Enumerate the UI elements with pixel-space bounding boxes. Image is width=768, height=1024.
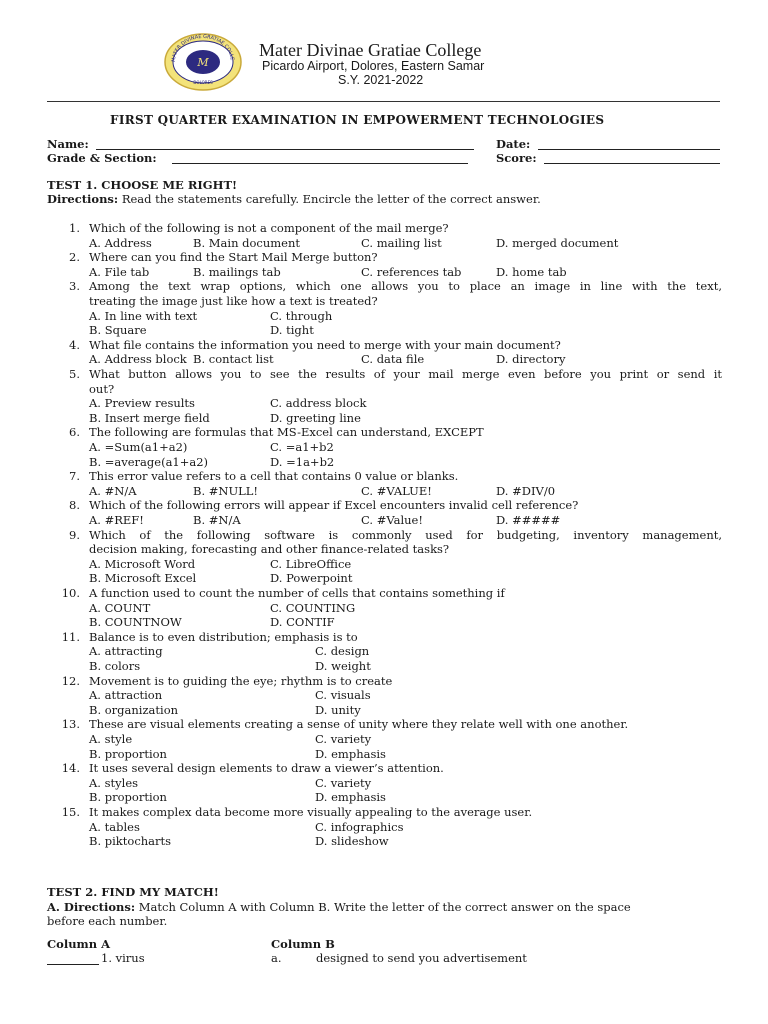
answer-option[interactable]: C. LibreOffice [270, 556, 352, 571]
date-field[interactable] [538, 149, 720, 150]
answer-option[interactable]: D. slideshow [315, 834, 389, 849]
name-label: Name: [47, 137, 89, 151]
answer-option[interactable]: C. design [315, 644, 370, 659]
question-number: 5. [69, 367, 80, 381]
question-text: Balance is to even distribution; emphasis is to [89, 629, 358, 644]
answer-option[interactable]: C. references tab [361, 264, 462, 279]
answer-option[interactable]: A. Address block [89, 352, 187, 367]
match-item-letter: a. [271, 951, 282, 965]
exam-title: FIRST QUARTER EXAMINATION IN EMPOWERMENT TECHNOLOGIES [110, 113, 605, 127]
answer-option[interactable]: A. In line with text [89, 308, 198, 323]
answer-option[interactable]: D. directory [496, 352, 566, 367]
question-text: Which of the following software is commonly used for budgeting, inventory management, [89, 527, 722, 542]
match-item-a: 1. virus [101, 951, 145, 965]
answer-option[interactable]: A. Preview results [89, 396, 195, 411]
question-number: 6. [69, 425, 80, 440]
answer-option[interactable]: C. mailing list [361, 235, 442, 250]
answer-option[interactable]: D. ##### [496, 513, 561, 527]
answer-option[interactable]: B. Square [89, 323, 147, 338]
header-divider [47, 101, 720, 102]
answer-option[interactable]: D. weight [315, 659, 371, 673]
question-text: Which of the following is not a component of the mail merge? [89, 221, 449, 235]
question-number: 3. [69, 279, 80, 294]
answer-option[interactable]: D. CONTIF [270, 615, 335, 630]
question-number: 7. [69, 469, 80, 484]
school-year: S.Y. 2021-2022 [338, 73, 424, 87]
answer-option[interactable]: B. Insert merge field [89, 410, 210, 425]
answer-option[interactable]: D. =1a+b2 [270, 454, 335, 469]
answer-option[interactable]: A. style [89, 732, 133, 746]
question-text: What file contains the information you need to merge with your main document? [89, 337, 561, 352]
answer-option[interactable]: D. emphasis [315, 790, 386, 805]
answer-option[interactable]: A. #REF! [89, 513, 144, 527]
answer-option[interactable]: D. emphasis [315, 746, 386, 761]
answer-option[interactable]: A. tables [89, 819, 140, 834]
question-text: Which of the following errors will appear if Excel encounters invalid cell reference? [89, 498, 579, 513]
answer-option[interactable]: A. attraction [89, 688, 163, 703]
question-text: out? [89, 381, 115, 396]
answer-option[interactable]: C. visuals [315, 688, 371, 703]
answer-option[interactable]: A. COUNT [89, 600, 151, 615]
question-number: 4. [69, 337, 80, 352]
question-text: Where can you find the Start Mail Merge button? [89, 250, 378, 265]
answer-option[interactable]: B. Main document [193, 235, 301, 250]
answer-option[interactable]: B. mailings tab [193, 264, 281, 279]
answer-option[interactable]: D. merged document [496, 235, 619, 250]
question-text: It uses several design elements to draw a viewer’s attention. [89, 761, 444, 776]
answer-option[interactable]: C. through [270, 308, 333, 323]
answer-option[interactable]: C. data file [361, 352, 425, 367]
question-text: Among the text wrap options, which one allows you to place an image in line with the text, [89, 279, 722, 294]
answer-option[interactable]: D. #DIV/0 [496, 483, 556, 498]
answer-option[interactable]: D. Powerpoint [270, 571, 353, 586]
answer-option[interactable]: A. #N/A [89, 483, 137, 498]
test1-directions-text: Read the statements carefully. Encircle the letter of the correct answer. [121, 192, 541, 206]
test2-directions-text: Match Column A with Column B. Write the letter of the correct answer on the space [138, 900, 631, 914]
answer-option[interactable]: C. variety [315, 732, 372, 746]
seal-text: MATER DIVINAE GRATIAE COLLE [170, 33, 235, 63]
answer-option[interactable]: C. infographics [315, 819, 404, 834]
name-field[interactable] [96, 149, 474, 150]
match-item-b: designed to send you advertisement [316, 951, 527, 965]
answer-option[interactable]: D. greeting line [270, 410, 361, 425]
answer-option[interactable]: B. proportion [89, 746, 167, 761]
match-answer-blank[interactable] [47, 964, 99, 965]
question-text: treating the image just like how a text is treated? [89, 294, 378, 308]
question-text: This error value refers to a cell that contains 0 value or blanks. [89, 469, 459, 484]
answer-option[interactable]: D. home tab [496, 264, 567, 279]
test2-directions-cont: before each number. [47, 914, 168, 928]
answer-option[interactable]: B. organization [89, 702, 179, 717]
test2-directions [47, 900, 631, 914]
question-text: Movement is to guiding the eye; rhythm is to create [89, 673, 393, 688]
answer-option[interactable]: B. =average(a1+a2) [89, 454, 209, 469]
question-text: The following are formulas that MS-Excel can understand, EXCEPT [89, 425, 484, 440]
column-a-header: Column A [47, 937, 111, 951]
test1-directions [47, 192, 541, 206]
answer-option[interactable]: B. proportion [89, 790, 167, 805]
answer-option[interactable]: B. #N/A [193, 513, 241, 527]
college-name: Mater Divinae Gratiae College [259, 40, 482, 60]
question-number: 9. [69, 527, 80, 542]
answer-option[interactable]: B. piktocharts [89, 834, 172, 849]
question-number: 1. [69, 221, 80, 235]
column-b-header: Column B [271, 937, 335, 951]
question-number: 8. [69, 498, 80, 513]
svg-text:M: M [197, 56, 209, 69]
answer-option[interactable]: A. Address [89, 235, 152, 250]
college-seal [163, 32, 243, 92]
answer-option[interactable]: C. variety [315, 775, 372, 790]
question-number: 15. [61, 805, 80, 819]
grade-section-field[interactable] [172, 163, 468, 164]
question-text: decision making, forecasting and other finance-related tasks? [89, 542, 450, 557]
answer-option[interactable]: A. =Sum(a1+a2) [89, 440, 188, 454]
answer-option[interactable]: C. #VALUE! [361, 483, 432, 498]
test2-title: TEST 2. FIND MY MATCH! [47, 885, 219, 899]
score-label: Score: [496, 151, 537, 165]
answer-option[interactable]: A. attracting [89, 644, 163, 659]
answer-option[interactable]: B. #NULL! [193, 483, 259, 498]
answer-option[interactable]: B. colors [89, 659, 141, 673]
test1-title: TEST 1. CHOOSE ME RIGHT! [47, 178, 238, 192]
question-text: What button allows you to see the results of your mail merge even before you print or send it [89, 367, 722, 381]
question-text: These are visual elements creating a sense of unity where they relate well with one another. [89, 717, 629, 732]
seal-bottom-text: DOLORES [193, 80, 213, 85]
answer-option[interactable]: C. =a1+b2 [270, 440, 334, 454]
question-number: 12. [61, 673, 80, 688]
question-text: A function used to count the number of cells that contains something if [89, 586, 505, 600]
question-number: 13. [61, 717, 80, 732]
test2-directions-label: A. Directions: [47, 900, 136, 914]
question-number: 2. [69, 250, 80, 265]
answer-option[interactable]: C. address block [270, 396, 367, 411]
answer-option[interactable]: D. tight [270, 323, 314, 338]
answer-option[interactable]: C. #Value! [361, 513, 423, 527]
answer-option[interactable]: A. Microsoft Word [89, 556, 196, 571]
answer-option[interactable]: C. COUNTING [270, 600, 356, 615]
grade-section-label: Grade & Section: [47, 151, 157, 165]
answer-option[interactable]: A. File tab [89, 264, 150, 279]
score-field[interactable] [544, 163, 720, 164]
answer-option[interactable]: B. Microsoft Excel [89, 571, 197, 586]
college-address: Picardo Airport, Dolores, Eastern Samar [262, 59, 485, 73]
answer-option[interactable]: D. unity [315, 702, 361, 717]
date-label: Date: [496, 137, 531, 151]
question-number: 10. [61, 586, 80, 600]
question-text: It makes complex data become more visually appealing to the average user. [89, 805, 533, 819]
answer-option[interactable]: B. contact list [193, 352, 274, 367]
answer-option[interactable]: B. COUNTNOW [89, 615, 182, 630]
question-number: 11. [61, 629, 80, 644]
answer-option[interactable]: A. styles [89, 775, 139, 790]
test1-directions-label: Directions: [47, 192, 119, 206]
question-number: 14. [61, 761, 80, 776]
